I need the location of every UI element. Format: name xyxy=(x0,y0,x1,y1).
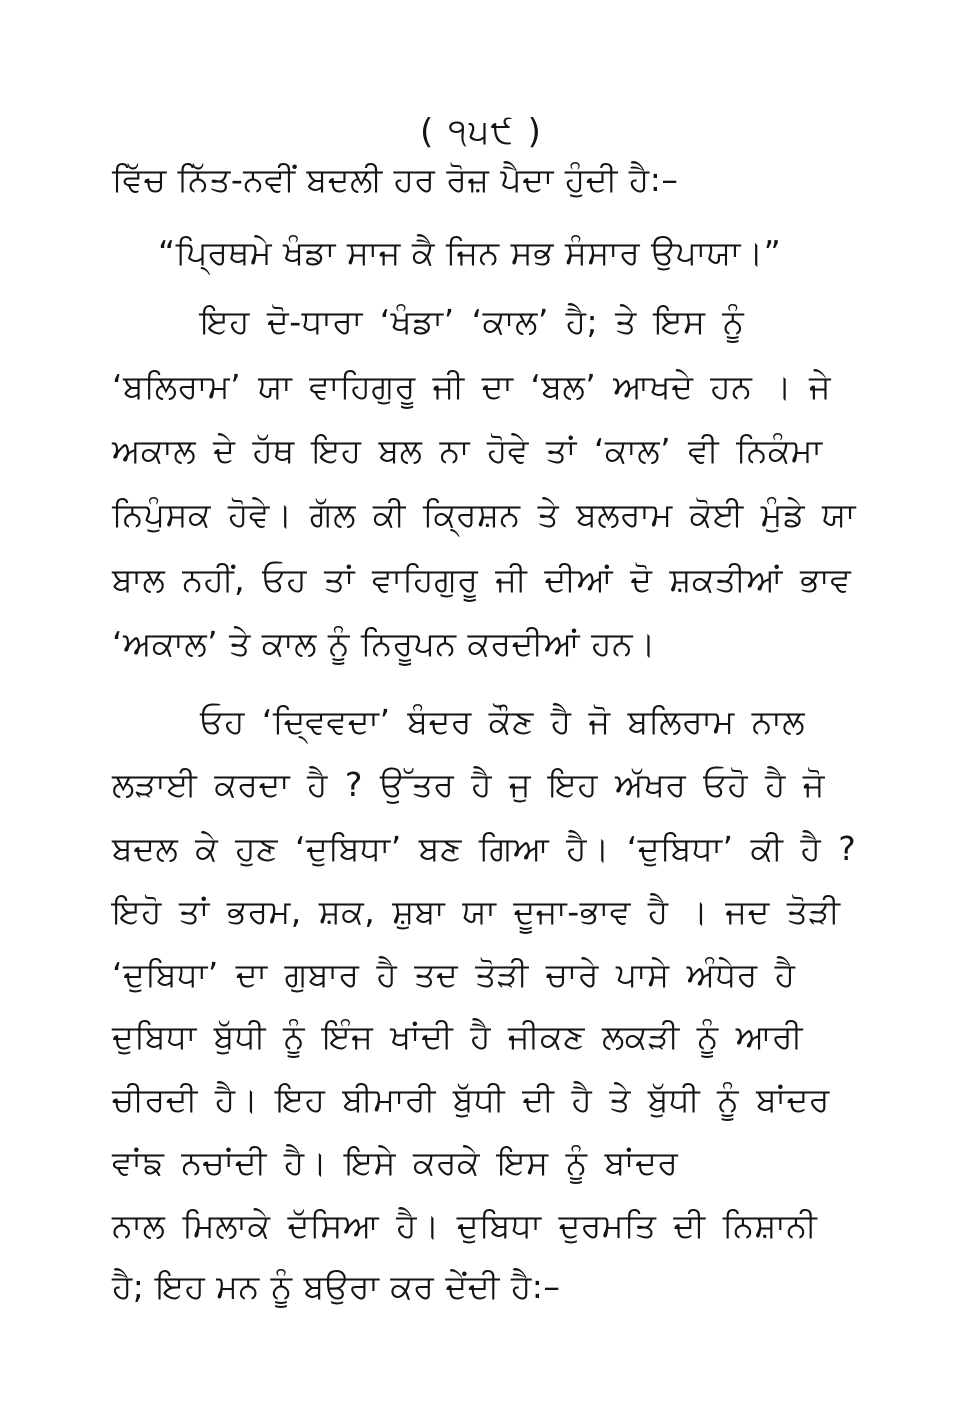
quote-line: “ਪ੍ਰਿਥਮੇ ਖੰਡਾ ਸਾਜ ਕੈ ਜਿਨ ਸਭ ਸੰਸਾਰ ਉਪਾਯਾ।” xyxy=(158,233,782,272)
text-line-12: ਇਹੋ ਤਾਂ ਭਰਮ, ਸ਼ਕ, ਸ਼ੁਬਾ ਯਾ ਦੂਜਾ-ਭਾਵ ਹੈ । ਜਦ ਤੋੜੀ xyxy=(112,892,841,931)
text-line-4: ‘ਬਲਿਰਾਮ’ ਯਾ ਵਾਹਿਗੁਰੂ ਜੀ ਦਾ ‘ਬਲ’ ਆਖਦੇ ਹਨ । ਜੇ xyxy=(112,367,832,406)
text-line-6: ਨਿਪੁੰਸਕ ਹੋਵੇ। ਗੱਲ ਕੀ ਕ੍ਰਿਸ਼ਨ ਤੇ ਬਲਰਾਮ ਕੋਈ ਮੁੰਡੇ ਯਾ xyxy=(112,495,857,534)
text-line-17: ਨਾਲ ਮਿਲਾਕੇ ਦੱਸਿਆ ਹੈ। ਦੁਬਿਧਾ ਦੁਰਮਤਿ ਦੀ ਨਿਸ਼ਾਨੀ xyxy=(112,1206,818,1245)
text-line-9: ਓਹ ‘ਦ੍ਵਿਵਦਾ’ ਬੰਦਰ ਕੌਣ ਹੈ ਜੋ ਬਲਿਰਾਮ ਨਾਲ xyxy=(200,702,806,741)
text-line-5: ਅਕਾਲ ਦੇ ਹੱਥ ਇਹ ਬਲ ਨਾ ਹੋਵੇ ਤਾਂ ‘ਕਾਲ’ ਵੀ ਨਿਕੰਮਾ xyxy=(112,431,823,470)
text-line-3: ਇਹ ਦੋ-ਧਾਰਾ ‘ਖੰਡਾ’ ‘ਕਾਲ’ ਹੈ; ਤੇ ਇਸ ਨੂੰ xyxy=(200,302,745,341)
text-line-7: ਬਾਲ ਨਹੀਂ, ਓਹ ਤਾਂ ਵਾਹਿਗੁਰੂ ਜੀ ਦੀਆਂ ਦੋ ਸ਼ਕਤੀਆਂ ਭਾਵ xyxy=(112,560,852,599)
text-line-15: ਚੀਰਦੀ ਹੈ। ਇਹ ਬੀਮਾਰੀ ਬੁੱਧੀ ਦੀ ਹੈ ਤੇ ਬੁੱਧੀ ਨੂੰ ਬਾਂਦਰ xyxy=(112,1080,830,1119)
text-line-11: ਬਦਲ ਕੇ ਹੁਣ ‘ਦੁਬਿਧਾ’ ਬਣ ਗਿਆ ਹੈ। ‘ਦੁਬਿਧਾ’ ਕੀ ਹੈ ? xyxy=(112,829,857,868)
text-line-14: ਦੁਬਿਧਾ ਬੁੱਧੀ ਨੂੰ ਇੰਜ ਖਾਂਦੀ ਹੈ ਜੀਕਣ ਲਕੜੀ ਨੂੰ ਆਰੀ xyxy=(112,1017,804,1056)
text-line-1: ਵਿੱਚ ਨਿੱਤ-ਨਵੀਂ ਬਦਲੀ ਹਰ ਰੋਜ਼ ਪੈਦਾ ਹੁੰਦੀ ਹੈ:– xyxy=(112,160,679,199)
text-line-18: ਹੈ; ਇਹ ਮਨ ਨੂੰ ਬਉਰਾ ਕਰ ਦੇਂਦੀ ਹੈ:– xyxy=(112,1267,561,1306)
page-number: ( ੧੫੯ ) xyxy=(420,112,543,152)
text-line-16: ਵਾਂਙ ਨਚਾਂਦੀ ਹੈ। ਇਸੇ ਕਰਕੇ ਇਸ ਨੂੰ ਬਾਂਦਰ xyxy=(112,1143,679,1182)
text-line-10: ਲੜਾਈ ਕਰਦਾ ਹੈ ? ਉੱਤਰ ਹੈ ਜੁ ਇਹ ਅੱਖਰ ਓਹੋ ਹੈ ਜੋ xyxy=(112,765,825,804)
text-line-8: ‘ਅਕਾਲ’ ਤੇ ਕਾਲ ਨੂੰ ਨਿਰੂਪਨ ਕਰਦੀਆਂ ਹਨ। xyxy=(112,624,656,663)
text-line-13: ‘ਦੁਬਿਧਾ’ ਦਾ ਗੁਬਾਰ ਹੈ ਤਦ ਤੋੜੀ ਚਾਰੇ ਪਾਸੇ ਅੰਧੇਰ ਹੈ xyxy=(112,955,796,994)
